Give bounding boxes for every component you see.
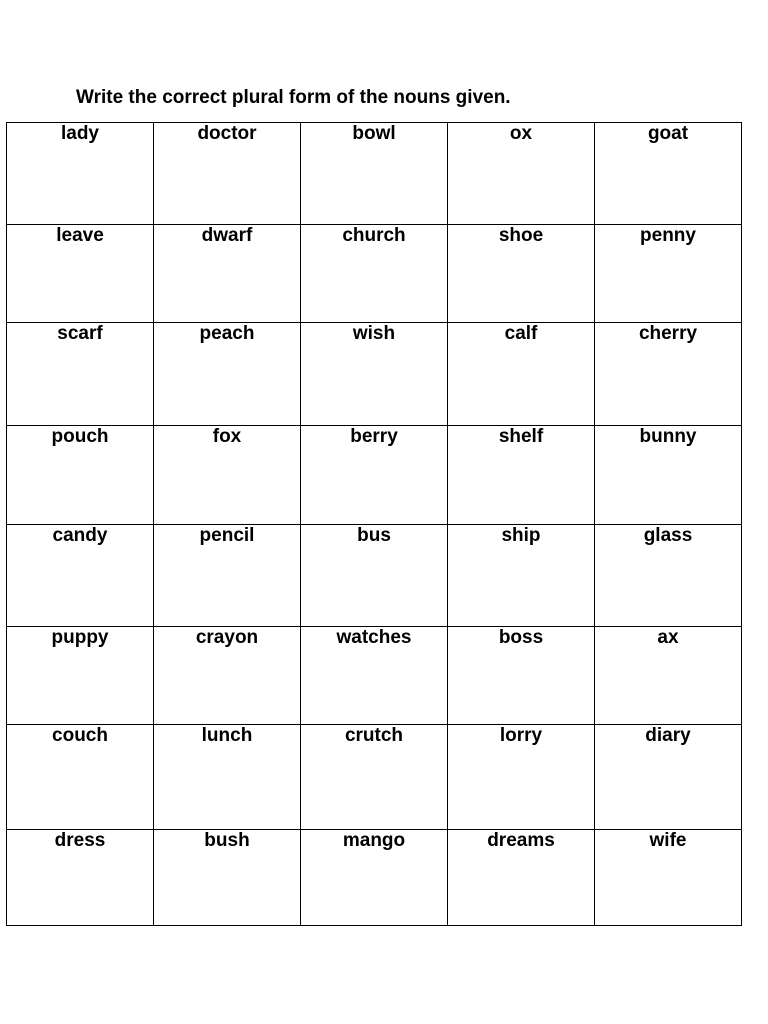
- noun-label: bowl: [352, 123, 396, 144]
- word-cell[interactable]: [595, 123, 742, 225]
- word-cell[interactable]: [301, 123, 448, 225]
- word-cell[interactable]: [595, 425, 742, 524]
- word-cell[interactable]: [7, 829, 154, 925]
- noun-label: dreams: [487, 829, 555, 851]
- nouns-grid: [6, 122, 742, 926]
- word-cell[interactable]: [7, 225, 154, 323]
- noun-label: pouch: [51, 425, 109, 447]
- word-cell[interactable]: [154, 323, 301, 425]
- noun-label: church: [342, 225, 406, 247]
- noun-label: watches: [336, 627, 412, 649]
- noun-label: scarf: [57, 323, 103, 345]
- word-cell[interactable]: [301, 725, 448, 829]
- word-cell[interactable]: [301, 627, 448, 725]
- noun-label: ax: [657, 627, 679, 649]
- noun-label: lady: [60, 123, 100, 144]
- noun-label: diary: [645, 725, 691, 747]
- noun-label: dwarf: [201, 225, 253, 247]
- word-cell[interactable]: [154, 225, 301, 323]
- word-cell[interactable]: [154, 123, 301, 225]
- word-cell[interactable]: [301, 829, 448, 925]
- word-cell[interactable]: [154, 425, 301, 524]
- word-cell[interactable]: [7, 425, 154, 524]
- grid-row-1: [7, 123, 742, 225]
- word-cell[interactable]: [448, 829, 595, 925]
- word-cell[interactable]: [7, 323, 154, 425]
- grid-row-4: [7, 425, 742, 524]
- grid-row-6: [7, 627, 742, 725]
- worksheet-instruction: Write the correct plural form of the nouns given.: [76, 87, 511, 108]
- word-cell[interactable]: [595, 225, 742, 323]
- word-cell[interactable]: [7, 524, 154, 626]
- word-cell[interactable]: [448, 323, 595, 425]
- noun-label: doctor: [197, 123, 257, 144]
- noun-label: goat: [647, 123, 689, 144]
- noun-label: dress: [54, 829, 106, 851]
- word-cell[interactable]: [154, 627, 301, 725]
- noun-label: cherry: [638, 323, 698, 345]
- noun-label: candy: [52, 524, 108, 546]
- noun-label: shoe: [498, 225, 544, 247]
- noun-label: pencil: [199, 524, 255, 546]
- grid-row-5: [7, 524, 742, 626]
- word-cell[interactable]: [154, 524, 301, 626]
- noun-label: leave: [56, 225, 104, 247]
- word-cell[interactable]: [595, 829, 742, 925]
- noun-label: boss: [498, 627, 544, 649]
- noun-label: puppy: [51, 627, 109, 649]
- grid-row-7: [7, 725, 742, 829]
- noun-label: bush: [204, 829, 250, 851]
- word-cell[interactable]: [448, 123, 595, 225]
- word-cell[interactable]: [448, 524, 595, 626]
- noun-label: shelf: [498, 425, 544, 447]
- noun-label: bunny: [639, 425, 697, 447]
- noun-label: bus: [357, 524, 391, 546]
- word-cell[interactable]: [154, 725, 301, 829]
- grid-row-3: [7, 323, 742, 425]
- word-cell[interactable]: [595, 627, 742, 725]
- noun-label: fox: [212, 425, 242, 447]
- word-cell[interactable]: [448, 627, 595, 725]
- word-cell[interactable]: [7, 123, 154, 225]
- word-cell[interactable]: [301, 524, 448, 626]
- word-cell[interactable]: [7, 725, 154, 829]
- word-cell[interactable]: [154, 829, 301, 925]
- word-cell[interactable]: [448, 425, 595, 524]
- noun-label: berry: [350, 425, 398, 447]
- noun-label: wife: [649, 829, 687, 851]
- word-cell[interactable]: [301, 425, 448, 524]
- noun-label: penny: [640, 225, 696, 247]
- word-cell[interactable]: [301, 323, 448, 425]
- noun-label: couch: [52, 725, 108, 747]
- word-cell[interactable]: [448, 725, 595, 829]
- noun-label: wish: [352, 323, 396, 345]
- word-cell[interactable]: [595, 323, 742, 425]
- word-cell[interactable]: [301, 225, 448, 323]
- noun-label: lunch: [201, 725, 253, 747]
- word-cell[interactable]: [595, 524, 742, 626]
- noun-label: lorry: [499, 725, 543, 747]
- grid-row-8: [7, 829, 742, 925]
- word-cell[interactable]: [448, 225, 595, 323]
- noun-label: calf: [504, 323, 538, 345]
- noun-label: mango: [342, 829, 406, 851]
- noun-label: crutch: [344, 725, 404, 747]
- word-cell[interactable]: [7, 627, 154, 725]
- noun-label: ship: [501, 524, 541, 546]
- grid-row-2: [7, 225, 742, 323]
- noun-label: crayon: [195, 627, 259, 649]
- noun-label: glass: [643, 524, 693, 546]
- noun-label: peach: [199, 323, 255, 345]
- noun-label: ox: [509, 123, 533, 144]
- word-cell[interactable]: [595, 725, 742, 829]
